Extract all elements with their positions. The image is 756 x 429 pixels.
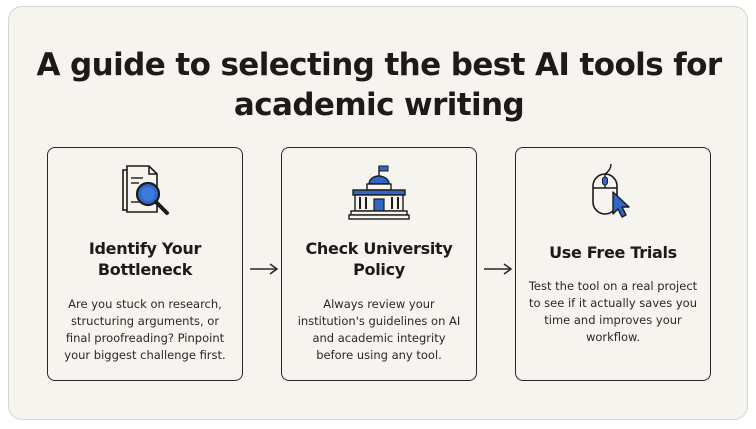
card-description: Are you stuck on research, structuring arguments, or final proofreading? Pinpoint your biggest challenge first.	[64, 297, 226, 362]
card-check-policy	[281, 147, 477, 381]
card-heading: Identify Your Bottleneck	[88, 239, 202, 279]
card-free-trials	[515, 147, 711, 381]
infographic-frame	[8, 6, 748, 420]
card-heading: Check University Policy	[305, 239, 453, 279]
card-heading: Use Free Trials	[549, 243, 677, 262]
arrow-right-icon	[249, 262, 279, 276]
card-identify-bottleneck	[47, 147, 243, 381]
mouse-cursor-icon	[516, 162, 710, 222]
university-building-icon	[282, 162, 476, 222]
arrow-right-icon	[483, 262, 513, 276]
document-magnifier-icon	[48, 162, 242, 222]
card-description: Test the tool on a real project to see if it actually saves you time and improves your workflow.	[528, 279, 698, 344]
page-title: A guide to selecting the best AI tools for academic writing	[36, 47, 722, 123]
card-description: Always review your institution's guidelines on AI and academic integrity before using any tool.	[297, 297, 461, 362]
